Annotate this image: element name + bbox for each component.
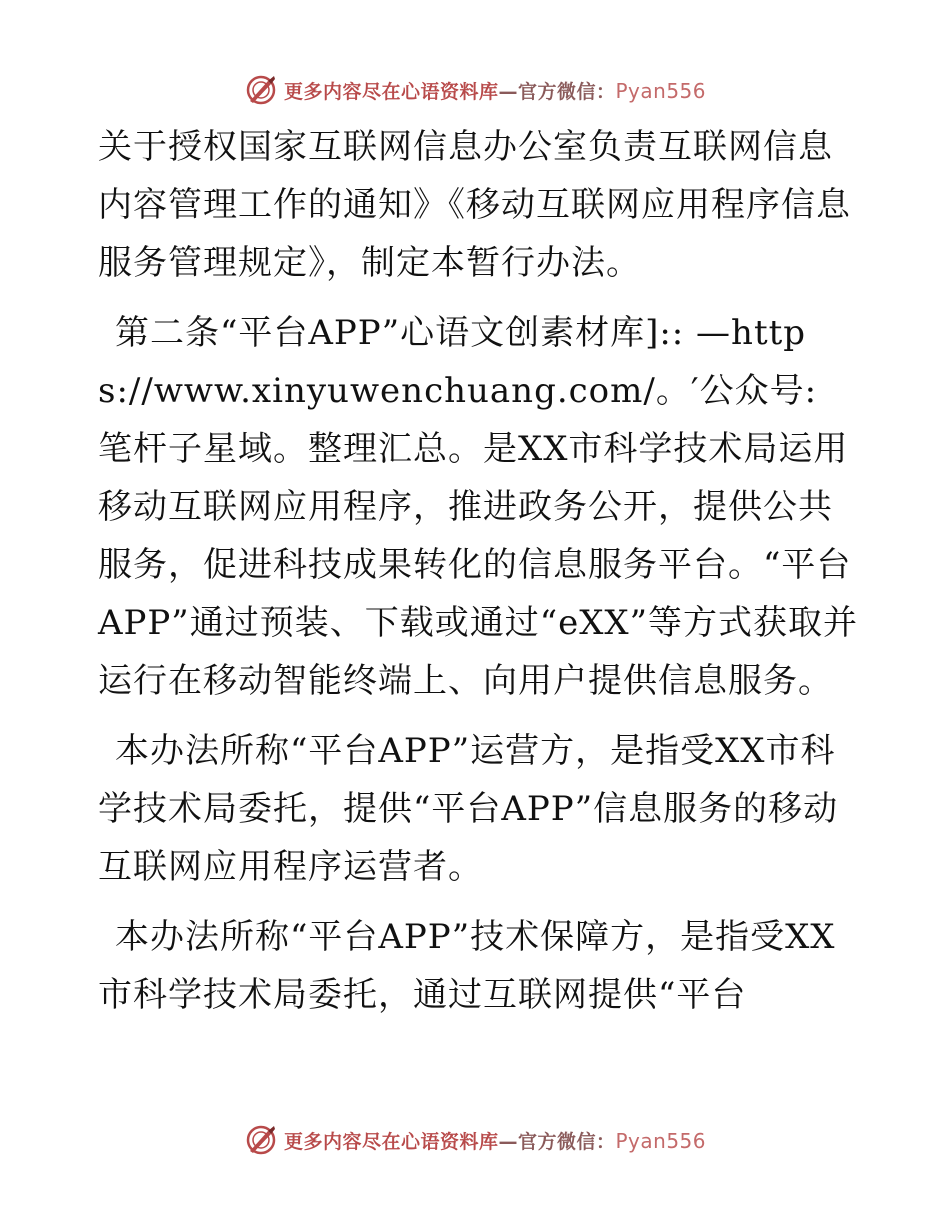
paragraph-1: 关于授权国家互联网信息办公室负责互联网信息内容管理工作的通知》《移动互联网应用程序信息服务管理规定》，制定本暂行办法。: [98, 127, 851, 283]
paragraph-2: 第二条“平台APP”心语文创素材库]:: —https://www.xinyuwenchuang.com/。′公众号: 笔杆子星域。整理汇总。是XX市科学技术局运用移动互联网应用程序，推进政务公开，提供公共服务，促进科技成果转化的信息服务平台。“平台APP”通过预装、下载或通过“eXX”等方式获取并运行在移动智能终端上、向用户提供信息服务。: [98, 313, 858, 701]
watermark-separator: —: [498, 1130, 518, 1153]
watermark-wechat-handle: Pyan556: [615, 78, 707, 103]
header-watermark: [0, 70, 950, 110]
watermark-title: 更多内容尽在心语资料库: [283, 1130, 499, 1153]
paragraph-3: 本办法所称“平台APP”运营方，是指受XX市科学技术局委托，提供“平台APP”信息服务的移动互联网应用程序运营者。: [98, 731, 839, 887]
document-body: [98, 118, 858, 1036]
watermark-wechat-handle: Pyan556: [615, 1128, 707, 1153]
quill-pen-logo-icon: [244, 73, 278, 107]
watermark-wechat-label: 官方微信：: [517, 1130, 616, 1153]
quill-pen-logo-icon: [244, 1123, 278, 1157]
watermark-text: [284, 77, 706, 104]
footer-watermark: [0, 1120, 950, 1160]
paragraph-4: 本办法所称“平台APP”技术保障方，是指受XX市科学技术局委托，通过互联网提供“平台: [98, 917, 836, 1015]
watermark-separator: —: [498, 80, 518, 103]
watermark-wechat-label: 官方微信：: [517, 80, 616, 103]
watermark-title: 更多内容尽在心语资料库: [283, 80, 499, 103]
watermark-text: [284, 1127, 706, 1154]
